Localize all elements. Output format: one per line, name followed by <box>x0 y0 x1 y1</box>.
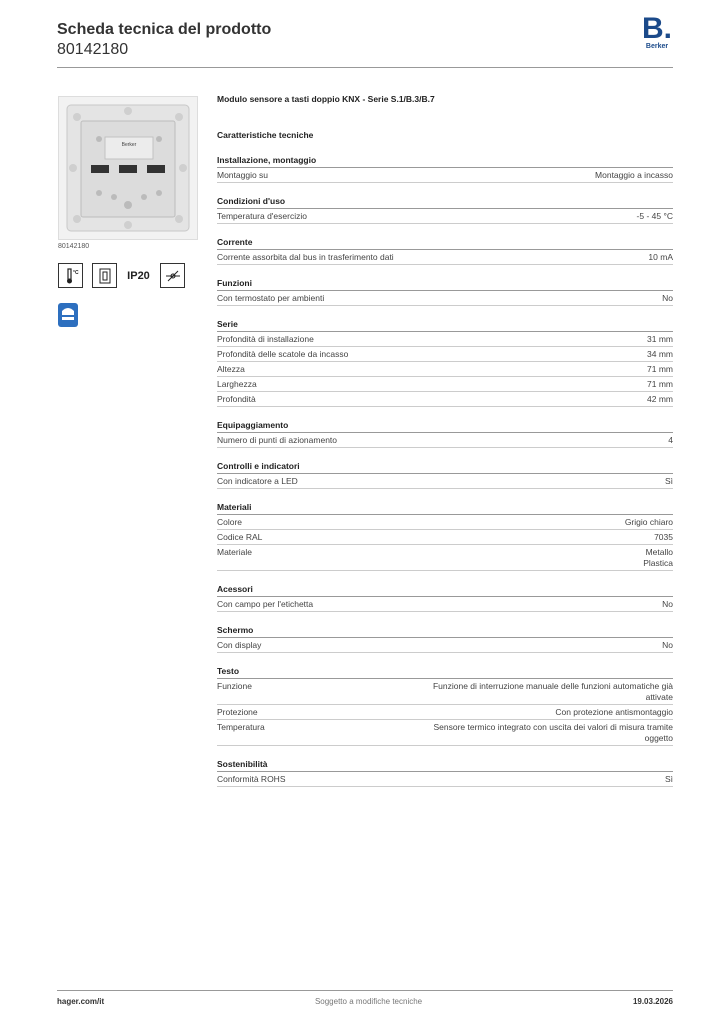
logo-name: Berker <box>645 43 669 50</box>
device-label: Berker <box>121 142 137 148</box>
spec-value: Con protezione antismontaggio <box>555 706 673 717</box>
spec-value: No <box>662 292 673 303</box>
spec-section <box>217 236 673 265</box>
spec-row <box>217 362 673 377</box>
header-divider <box>57 67 673 68</box>
spec-row <box>217 705 673 720</box>
spec-row <box>217 250 673 265</box>
spec-value: Metallo Plastica <box>643 546 673 568</box>
section-title: Schermo <box>217 624 673 638</box>
spec-value: 71 mm <box>647 363 673 374</box>
spec-value: Grigio chiaro <box>624 516 673 527</box>
spec-row <box>217 638 673 653</box>
spec-key: Profondità <box>217 393 256 404</box>
spec-key: Con display <box>217 639 262 650</box>
spec-value: Sì <box>664 475 673 486</box>
spec-section <box>217 318 673 407</box>
spec-key: Larghezza <box>217 378 257 389</box>
spec-row <box>217 720 673 746</box>
section-title: Controlli e indicatori <box>217 460 673 474</box>
certification-icons <box>58 263 185 288</box>
product-name: Modulo sensore a tasti doppio KNX - Serie S.1/B.3/B.7 <box>217 94 435 104</box>
spec-key: Profondità di installazione <box>217 333 314 344</box>
section-title: Condizioni d'uso <box>217 195 673 209</box>
spec-value: 4 <box>668 434 673 445</box>
spec-section <box>217 195 673 224</box>
spec-key: Profondità delle scatole da incasso <box>217 348 349 359</box>
spec-value: -5 - 45 °C <box>636 210 673 221</box>
spec-section <box>217 665 673 746</box>
spec-value: Montaggio a incasso <box>595 169 673 180</box>
footer-date: 19.03.2026 <box>632 997 673 1006</box>
spec-key: Colore <box>217 516 243 527</box>
spec-section <box>217 758 673 787</box>
antitamper-icon <box>160 263 185 288</box>
spec-value: 42 mm <box>647 393 673 404</box>
spec-key: Funzione <box>217 680 252 691</box>
spec-value: No <box>662 598 673 609</box>
spec-value: Sì <box>664 773 673 784</box>
spec-value: 31 mm <box>647 333 673 344</box>
spec-key: Con indicatore a LED <box>217 475 298 486</box>
spec-key: Temperatura <box>217 721 265 732</box>
footer-website[interactable]: hager.com/it <box>57 997 105 1006</box>
spec-key: Materiale <box>217 546 252 557</box>
spec-key: Corrente assorbita dal bus in trasferimento dati <box>217 251 394 262</box>
spec-row <box>217 332 673 347</box>
page-footer <box>57 997 673 1006</box>
spec-value: Funzione di interruzione manuale delle funzioni automatiche già attivate <box>432 680 673 702</box>
thermometer-icon <box>58 263 83 288</box>
spec-content <box>217 92 673 787</box>
section-title: Sostenibilità <box>217 758 673 772</box>
section-title: Equipaggiamento <box>217 419 673 433</box>
spec-section <box>217 501 673 571</box>
spec-key: Numero di punti di azionamento <box>217 434 338 445</box>
spec-row <box>217 474 673 489</box>
spec-row <box>217 772 673 787</box>
spec-row <box>217 597 673 612</box>
spec-row <box>217 392 673 407</box>
spec-value: 10 mA <box>648 251 673 262</box>
spec-row <box>217 168 673 183</box>
spec-sections <box>217 154 673 787</box>
spec-section <box>217 419 673 448</box>
page-header <box>57 20 673 60</box>
spec-key: Codice RAL <box>217 531 263 542</box>
logo-letter: B. <box>642 12 672 45</box>
spec-value: Sensore termico integrato con uscita dei valori di misura tramite oggetto <box>433 721 673 743</box>
spec-section <box>217 624 673 653</box>
spec-row <box>217 530 673 545</box>
spec-row <box>217 545 673 571</box>
spec-row <box>217 679 673 705</box>
spec-row <box>217 347 673 362</box>
spec-key: Montaggio su <box>217 169 269 180</box>
page-title: Scheda tecnica del prodotto <box>57 21 272 38</box>
spec-section <box>217 460 673 489</box>
product-illustration <box>59 97 197 239</box>
section-title: Testo <box>217 665 673 679</box>
spec-row <box>217 209 673 224</box>
spec-section <box>217 154 673 183</box>
footer-disclaimer: Soggetto a modifiche tecniche <box>314 997 423 1006</box>
spec-key: Altezza <box>217 363 245 374</box>
product-image <box>58 96 198 240</box>
ip-rating-icon <box>126 263 151 288</box>
section-title: Materiali <box>217 501 673 515</box>
image-caption: 80142180 <box>58 243 90 250</box>
spec-key: Conformità ROHS <box>217 773 286 784</box>
spec-section <box>217 277 673 306</box>
spec-value: 7035 <box>654 531 673 542</box>
flush-mount-icon <box>92 263 117 288</box>
product-code: 80142180 <box>57 41 129 58</box>
section-title: Corrente <box>217 236 673 250</box>
section-title: Funzioni <box>217 277 673 291</box>
spec-heading: Caratteristiche tecniche <box>217 130 314 140</box>
spec-section <box>217 583 673 612</box>
section-title: Serie <box>217 318 673 332</box>
ip-rating: IP20 <box>127 269 150 282</box>
spec-row <box>217 433 673 448</box>
spec-key: Protezione <box>217 706 258 717</box>
spec-value: 34 mm <box>647 348 673 359</box>
spec-key: Con campo per l'etichetta <box>217 598 314 609</box>
temp-unit: °C <box>72 269 79 276</box>
spec-key: Con termostato per ambienti <box>217 292 325 303</box>
footer-divider <box>57 990 673 991</box>
spec-key: Temperatura d'esercizio <box>217 210 307 221</box>
berker-logo <box>640 12 674 50</box>
spec-row <box>217 377 673 392</box>
spec-row <box>217 515 673 530</box>
section-title: Installazione, montaggio <box>217 154 673 168</box>
spec-value: 71 mm <box>647 378 673 389</box>
knx-icon <box>58 303 78 327</box>
spec-row <box>217 291 673 306</box>
section-title: Acessori <box>217 583 673 597</box>
spec-value: No <box>662 639 673 650</box>
